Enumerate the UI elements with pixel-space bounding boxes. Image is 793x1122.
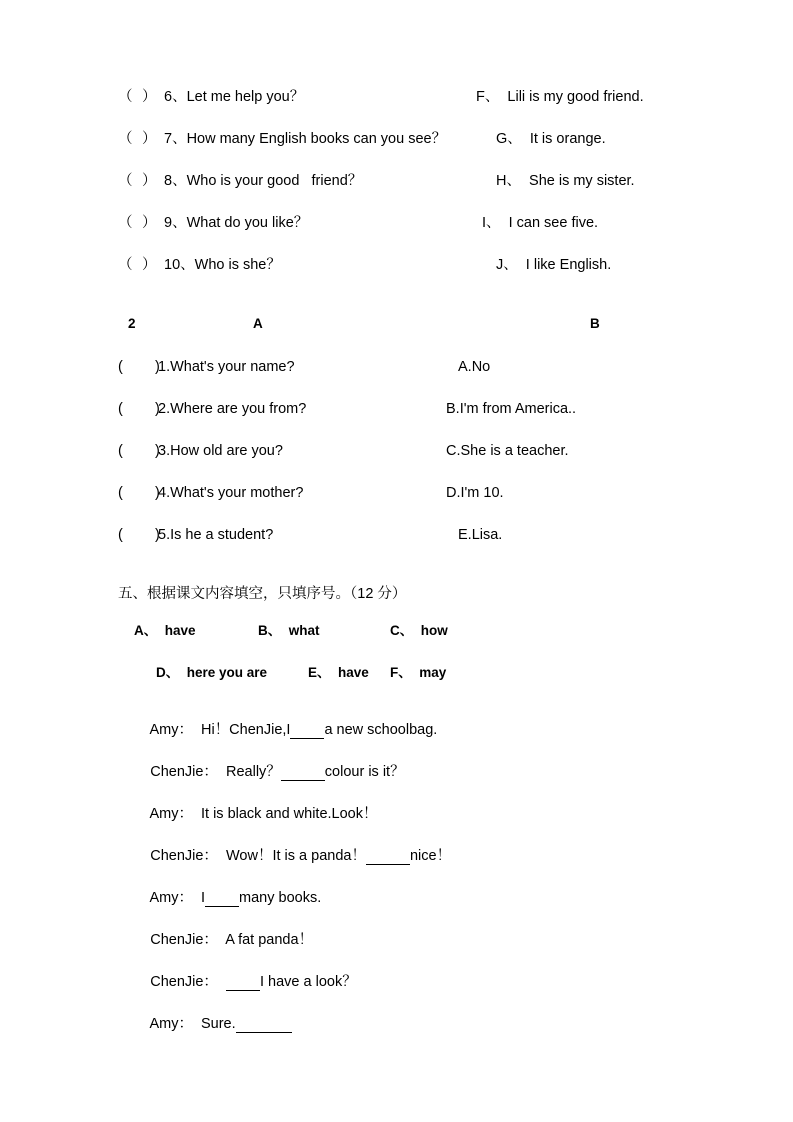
word-bank-option: B、 what (258, 623, 320, 638)
option-text: I、 I can see five. (482, 215, 599, 231)
question-text: 1.What's your name? (158, 359, 295, 375)
dialogue-text-after: nice！ (409, 848, 452, 864)
answer-blank-paren[interactable]: ( ) (118, 485, 160, 501)
dialogue-text-before: Wow！It is a panda！ (217, 848, 366, 864)
table-row (118, 442, 721, 484)
dialogue-text-before: Really？ (217, 764, 281, 780)
word-bank-option: A、 have (134, 623, 196, 638)
answer-blank-paren[interactable]: ( ) (118, 527, 160, 543)
table-row (118, 358, 721, 400)
question-text: 9、What do you like？ (164, 215, 309, 231)
section-five-heading: 五、根据课文内容填空，只填序号。（12 分） (118, 586, 407, 602)
table-row (118, 172, 721, 214)
option-text: D.I'm 10. (446, 485, 504, 501)
dialogue-line (118, 955, 721, 997)
dialogue-line (118, 871, 721, 913)
table-row (118, 484, 721, 526)
fill-in-blank[interactable] (290, 725, 324, 739)
dialogue-text-before: Hi！ChenJie,I (192, 722, 291, 738)
option-text: E.Lisa. (458, 527, 503, 543)
dialogue-text-after: a new schoolbag. (324, 722, 438, 738)
answer-blank-paren[interactable]: （ ） (118, 131, 158, 147)
table-row (118, 400, 721, 442)
question-text: 4.What's your mother? (158, 485, 304, 501)
dialogue-text-after: I have a look？ (260, 974, 357, 990)
option-text: A.No (458, 359, 491, 375)
table-row (118, 214, 721, 256)
dialogue-line (118, 745, 721, 787)
speaker-label: ChenJie： (150, 848, 218, 864)
question-text: 8、Who is your good friend？ (164, 173, 363, 189)
word-bank-row-two (118, 661, 721, 703)
question-text: 2.Where are you from? (158, 401, 307, 417)
table-row (118, 130, 721, 172)
question-text: 3.How old are you? (158, 443, 283, 459)
dialogue-text-before: Sure. (192, 1016, 236, 1032)
dialogue-text-before (218, 974, 226, 990)
option-text: B.I'm from America.. (446, 401, 577, 417)
option-text: C.She is a teacher. (446, 443, 569, 459)
dialogue-text-after: many books. (239, 890, 322, 906)
dialogue-section (118, 703, 721, 1039)
answer-blank-paren[interactable]: （ ） (118, 257, 158, 273)
option-text: G、 It is orange. (496, 131, 606, 147)
option-text: H、 She is my sister. (496, 173, 635, 189)
speaker-label: ChenJie： (150, 764, 218, 780)
question-text: 5.Is he a student? (158, 527, 274, 543)
fill-in-blank[interactable] (281, 767, 325, 781)
dialogue-text-before: A fat panda！ (217, 932, 314, 948)
dialogue-line (118, 703, 721, 745)
word-bank-option: E、 have (308, 665, 369, 680)
worksheet-content (118, 88, 721, 1039)
option-text: J、 I like English. (496, 257, 612, 273)
answer-blank-paren[interactable]: （ ） (118, 173, 158, 189)
dialogue-text-after: colour is it？ (324, 764, 405, 780)
dialogue-line (118, 913, 721, 955)
dialogue-text-before: I (192, 890, 206, 906)
table-row (118, 88, 721, 130)
speaker-label: Amy： (149, 806, 193, 822)
section-two-header (118, 316, 721, 358)
word-bank-option: F、 may (390, 665, 447, 680)
speaker-label: ChenJie： (150, 974, 218, 990)
option-text: F、 Lili is my good friend. (476, 89, 644, 105)
speaker-label: ChenJie： (150, 932, 218, 948)
question-text: 7、How many English books can you see？ (164, 131, 447, 147)
question-text: 6、Let me help you？ (164, 89, 305, 105)
fill-in-blank[interactable] (366, 851, 410, 865)
matching-section-two (118, 358, 721, 568)
matching-section-one (118, 88, 721, 298)
answer-blank-paren[interactable]: （ ） (118, 215, 158, 231)
fill-in-blank[interactable] (226, 977, 260, 991)
question-text: 10、Who is she？ (164, 257, 281, 273)
answer-blank-paren[interactable]: ( ) (118, 359, 160, 375)
dialogue-line (118, 787, 721, 829)
word-bank-row-one (118, 619, 721, 661)
word-bank-option: D、 here you are (156, 665, 268, 680)
table-row (118, 256, 721, 298)
section-number: 2 (128, 316, 136, 331)
word-bank-option: C、 how (390, 623, 448, 638)
answer-blank-paren[interactable]: ( ) (118, 401, 160, 417)
fill-in-blank[interactable] (236, 1019, 292, 1033)
answer-blank-paren[interactable]: ( ) (118, 443, 160, 459)
speaker-label: Amy： (149, 890, 193, 906)
answer-blank-paren[interactable]: （ ） (118, 89, 158, 105)
column-b-header: B (590, 316, 600, 331)
speaker-label: Amy： (149, 1016, 193, 1032)
dialogue-line (118, 997, 721, 1039)
table-row (118, 526, 721, 568)
dialogue-text-before: It is black and white.Look！ (192, 806, 378, 822)
dialogue-line (118, 829, 721, 871)
fill-in-blank[interactable] (205, 893, 239, 907)
speaker-label: Amy： (149, 722, 193, 738)
column-a-header: A (253, 316, 263, 331)
